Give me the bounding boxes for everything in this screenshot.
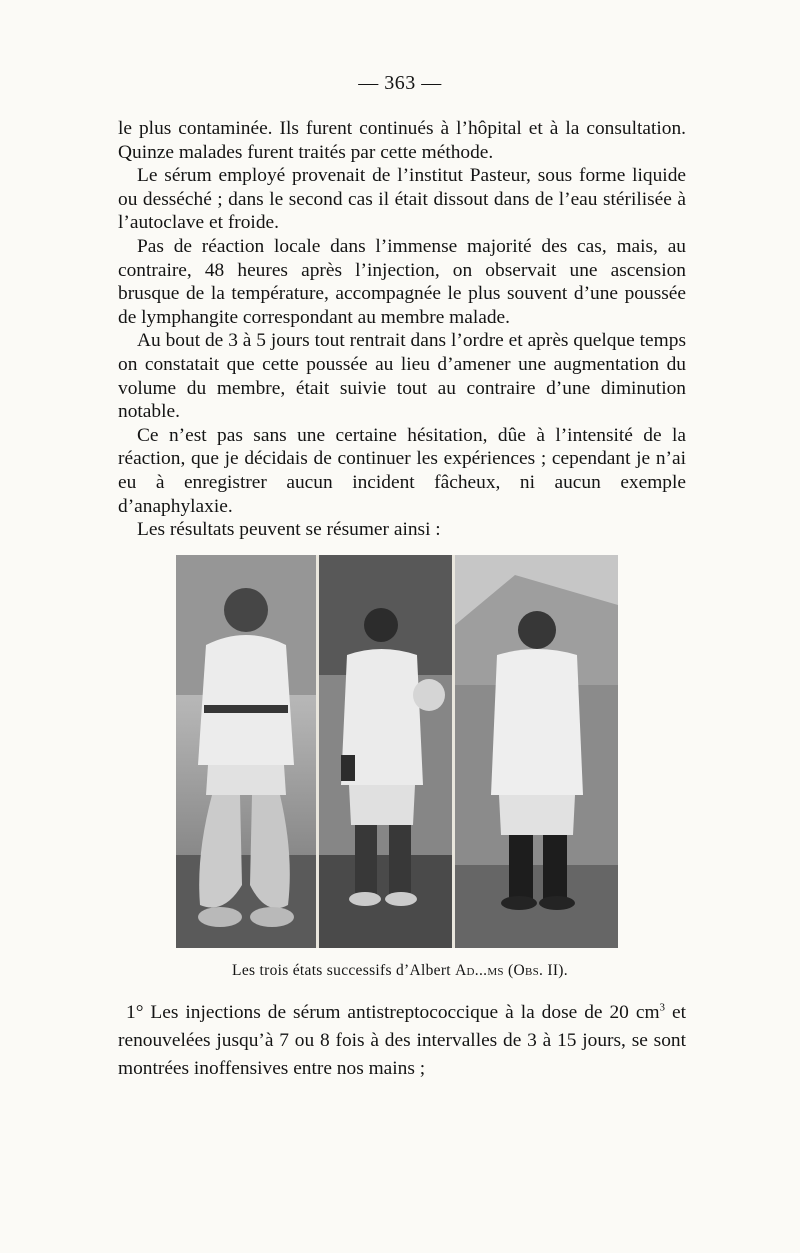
photo-state-2: [319, 555, 452, 948]
caption-patient-name: Ad...ms: [455, 962, 504, 979]
caption-text: Les trois états successifs d’Albert: [232, 962, 456, 979]
item-text-part-a: Les injections de sérum antistreptococcique à la dose de 20 cm: [143, 1002, 660, 1023]
item-text-part-b: et renouvelées jusqu’à 7 ou 8 fois à des intervalles de 3 à 15 jours, se sont montrées inoffensives entre nos mains ;: [118, 1002, 686, 1079]
paragraph-reaction: Pas de réaction locale dans l’immense majorité des cas, mais, au contraire, 48 heures après l’injection, on observait une ascension brusque de la température, accompagnée le plus souvent d’une poussée de lymphangite correspondant au membre malade.: [118, 235, 686, 328]
figure-caption: [0, 962, 800, 980]
paragraph-continuation: le plus contaminée. Ils furent continués à l’hôpital et à la consultation. Quinze malades furent traités par cette méthode.: [118, 118, 686, 163]
paragraph-hesitation: Ce n’est pas sans une certaine hésitation, dûe à l’intensité de la réaction, que je décidais de continuer les expériences ; cependant je n’ai eu à enregistrer aucun incident fâcheux, ni aucun exemple d’anaphylaxie.: [118, 424, 686, 517]
photo-state-1: [176, 555, 316, 948]
paragraph-evolution: Au bout de 3 à 5 jours tout rentrait dans l’ordre et après quelque temps on constatait que cette poussée au lieu d’amener une augmentation du volume du membre, était suivie tout au contraire d’une diminution notable.: [118, 330, 686, 423]
result-item-1: [118, 999, 686, 1083]
item-number: 1°: [126, 1002, 144, 1023]
caption-observation-ref: (Obs. II).: [503, 962, 568, 979]
photo-state-3: [455, 555, 618, 948]
item-superscript: 3: [659, 1001, 666, 1014]
body-text: [118, 117, 686, 542]
paragraph-serum-source: Le sérum employé provenait de l’institut Pasteur, sous forme liquide ou desséché ; dans le second cas il était dissout dans de l’eau stérilisée à l’autoclave et froide.: [118, 165, 686, 234]
page-number: — 363 —: [358, 72, 442, 94]
paragraph-results-intro: Les résultats peuvent se résumer ainsi :: [137, 519, 441, 541]
patient-photographs: [176, 555, 618, 948]
results-list: [118, 999, 686, 1083]
